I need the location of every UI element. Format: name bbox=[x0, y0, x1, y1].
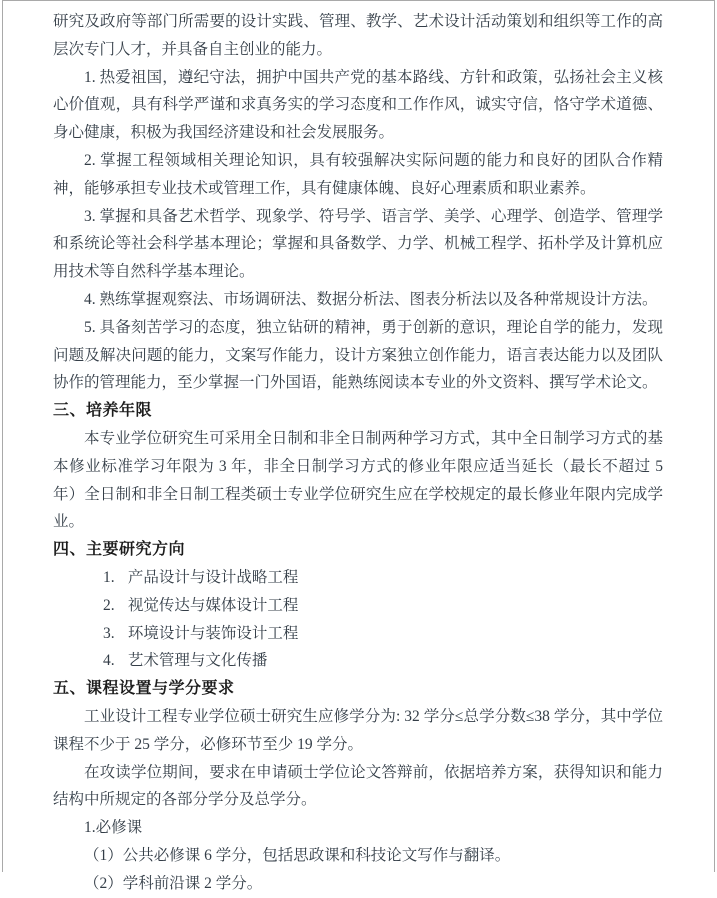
research-direction-item-1 bbox=[53, 564, 663, 592]
requirement-paragraph-4: 4. 熟练掌握观察法、市场调研法、数据分析法、图表分析法以及各种常规设计方法。 bbox=[84, 290, 658, 308]
required-course-item-2: （2）学科前沿课 2 学分。 bbox=[84, 874, 263, 892]
research-direction-number: 1. bbox=[103, 568, 115, 586]
required-courses-label: 1.必修课 bbox=[84, 819, 143, 837]
research-direction-number: 3. bbox=[103, 624, 115, 642]
degree-credits-paragraph: 在攻读学位期间，要求在申请硕士学位论文答辩前，依据培养方案，获得知识和能力结构中所规定的各部分学分及总学分。 bbox=[53, 763, 663, 809]
requirement-paragraph-5: 5. 具备刻苦学习的态度，独立钻研的精神，勇于创新的意识，理论自学的能力，发现问题及解决问题的能力，文案写作能力，设计方案独立创作能力，语言表达能力以及团队协作的管理能力，至少掌握一门外国语，能熟练阅读本专业的外文资料、撰写学术论文。 bbox=[53, 318, 663, 392]
section-heading-research-directions: 四、主要研究方向 bbox=[53, 541, 186, 559]
training-period-paragraph: 本专业学位研究生可采用全日制和非全日制两种学习方式，其中全日制学习方式的基本修业标准学习年限为 3 年，非全日制学习方式的修业年限应适当延长（最长不超过 5 年）全日制和非全日制工程类硕士专业学位研究生应在学校规定的最长修业年限内完成学业。 bbox=[53, 429, 663, 531]
research-direction-item-2 bbox=[53, 592, 663, 620]
section-heading-training-period: 三、培养年限 bbox=[53, 402, 153, 420]
requirement-paragraph-3: 3. 掌握和具备艺术哲学、现象学、符号学、语言学、美学、心理学、创造学、管理学和系统论等社会科学基本理论；掌握和具备数学、力学、机械工程学、拓朴学及计算机应用技术等自然科学基本理论。 bbox=[53, 207, 663, 281]
required-course-item-1: （1）公共必修课 6 学分，包括思政课和科技论文写作与翻译。 bbox=[84, 846, 511, 864]
research-direction-label: 艺术管理与文化传播 bbox=[127, 652, 268, 670]
research-direction-label: 视觉传达与媒体设计工程 bbox=[127, 596, 299, 614]
requirement-paragraph-2: 2. 掌握工程领域相关理论知识，具有较强解决实际问题的能力和良好的团队合作精神，能够承担专业技术或管理工作，具有健康体魄、良好心理素质和职业素养。 bbox=[53, 151, 663, 197]
section-heading-courses: 五、课程设置与学分要求 bbox=[53, 680, 235, 698]
research-direction-label: 产品设计与设计战略工程 bbox=[127, 568, 299, 586]
research-direction-label: 环境设计与装饰设计工程 bbox=[127, 624, 299, 642]
research-direction-number: 4. bbox=[103, 652, 115, 670]
research-direction-item-3 bbox=[53, 620, 663, 648]
research-direction-number: 2. bbox=[103, 596, 115, 614]
requirement-paragraph-1: 1. 热爱祖国，遵纪守法，拥护中国共产党的基本路线、方针和政策，弘扬社会主义核心价值观，具有科学严谨和求真务实的学习态度和工作作风，诚实守信，恪守学术道德、身心健康，积极为我国经济建设和社会发展服务。 bbox=[53, 68, 663, 142]
research-direction-item-4 bbox=[53, 647, 663, 675]
credits-requirement-paragraph: 工业设计工程专业学位硕士研究生应修学分为: 32 学分≤总学分数≤38 学分，其中学位课程不少于 25 学分，必修环节至少 19 学分。 bbox=[53, 707, 663, 753]
lead-paragraph: 研究及政府等部门所需要的设计实践、管理、教学、艺术设计活动策划和组织等工作的高层次专门人才，并具备自主创业的能力。 bbox=[53, 13, 663, 58]
